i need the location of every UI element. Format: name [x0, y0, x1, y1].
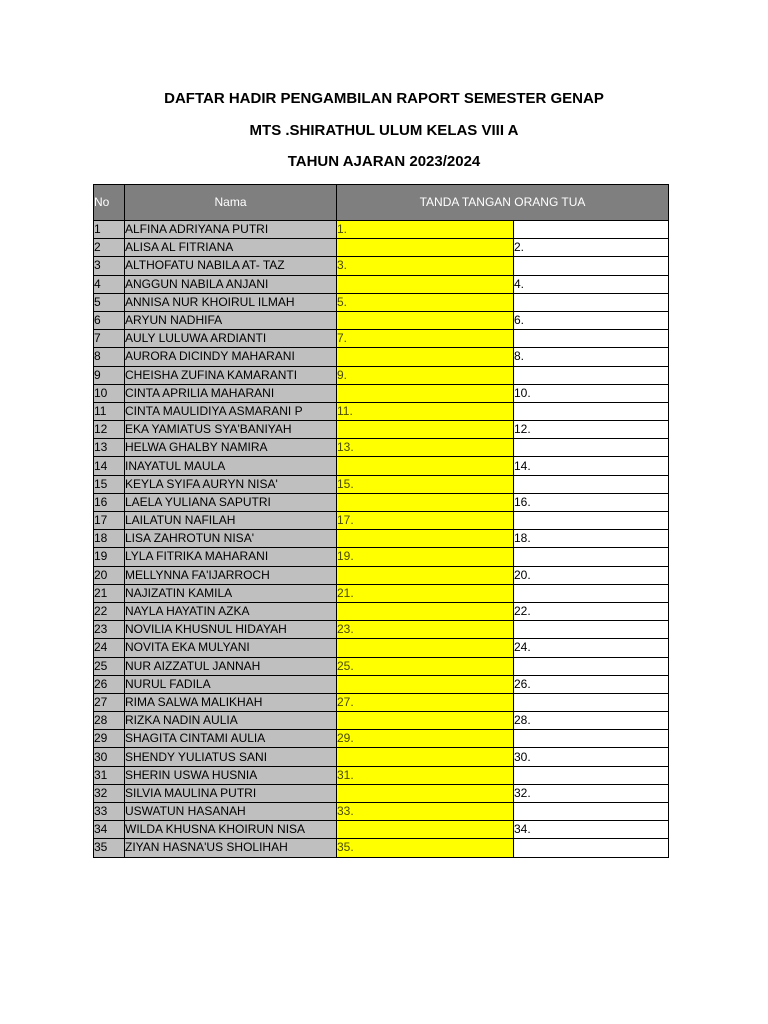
signature-empty-cell — [514, 766, 669, 784]
table-row — [94, 530, 669, 548]
signature-cell: 13. — [337, 439, 514, 457]
signature-empty-cell — [514, 402, 669, 420]
table-row — [94, 712, 669, 730]
table-header-row — [94, 185, 669, 221]
signature-cell: 14. — [514, 457, 669, 475]
row-number: 7 — [94, 330, 125, 348]
table-row — [94, 439, 669, 457]
student-name: NAYLA HAYATIN AZKA — [125, 602, 337, 620]
student-name: NUR AIZZATUL JANNAH — [125, 657, 337, 675]
signature-empty-cell — [514, 366, 669, 384]
table-row — [94, 475, 669, 493]
row-number: 8 — [94, 348, 125, 366]
signature-empty-cell — [337, 784, 514, 802]
student-name: AURORA DICINDY MAHARANI — [125, 348, 337, 366]
academic-year-title: TAHUN AJARAN 2023/2024 — [287, 153, 481, 170]
table-row — [94, 584, 669, 602]
student-name: NURUL FADILA — [125, 675, 337, 693]
signature-cell: 6. — [514, 311, 669, 329]
table-row — [94, 766, 669, 784]
signature-empty-cell — [337, 457, 514, 475]
signature-cell: 24. — [514, 639, 669, 657]
signature-cell: 18. — [514, 530, 669, 548]
student-name: USWATUN HASANAH — [125, 803, 337, 821]
table-row — [94, 348, 669, 366]
table-row — [94, 730, 669, 748]
row-number: 32 — [94, 784, 125, 802]
row-number: 3 — [94, 257, 125, 275]
table-row — [94, 548, 669, 566]
signature-cell: 35. — [337, 839, 514, 857]
student-name: INAYATUL MAULA — [125, 457, 337, 475]
student-name: RIMA SALWA MALIKHAH — [125, 693, 337, 711]
signature-cell: 1. — [337, 221, 514, 239]
table-row — [94, 257, 669, 275]
signature-cell: 28. — [514, 712, 669, 730]
table-row — [94, 330, 669, 348]
signature-cell: 31. — [337, 766, 514, 784]
student-name: NOVITA EKA MULYANI — [125, 639, 337, 657]
signature-cell: 30. — [514, 748, 669, 766]
table-row — [94, 566, 669, 584]
table-row — [94, 512, 669, 530]
row-number: 31 — [94, 766, 125, 784]
signature-cell: 11. — [337, 402, 514, 420]
student-name: LISA ZAHROTUN NISA' — [125, 530, 337, 548]
student-name: NAJIZATIN KAMILA — [125, 584, 337, 602]
signature-empty-cell — [337, 348, 514, 366]
signature-empty-cell — [337, 275, 514, 293]
row-number: 15 — [94, 475, 125, 493]
signature-empty-cell — [514, 330, 669, 348]
signature-empty-cell — [514, 512, 669, 530]
table-row — [94, 839, 669, 857]
student-name: ALFINA ADRIYANA PUTRI — [125, 221, 337, 239]
student-name: WILDA KHUSNA KHOIRUN NISA — [125, 821, 337, 839]
row-number: 12 — [94, 421, 125, 439]
signature-cell: 33. — [337, 803, 514, 821]
row-number: 26 — [94, 675, 125, 693]
signature-empty-cell — [337, 566, 514, 584]
table-body — [94, 221, 669, 858]
document-title: DAFTAR HADIR PENGAMBILAN RAPORT SEMESTER GENAP — [164, 90, 604, 107]
student-name: CINTA MAULIDIYA ASMARANI P — [125, 402, 337, 420]
signature-cell: 5. — [337, 293, 514, 311]
signature-cell: 15. — [337, 475, 514, 493]
row-number: 14 — [94, 457, 125, 475]
student-name: ZIYAN HASNA'US SHOLIHAH — [125, 839, 337, 857]
row-number: 27 — [94, 693, 125, 711]
signature-empty-cell — [514, 439, 669, 457]
row-number: 2 — [94, 239, 125, 257]
table-row — [94, 748, 669, 766]
row-number: 1 — [94, 221, 125, 239]
signature-empty-cell — [514, 693, 669, 711]
student-name: KEYLA SYIFA AURYN NISA' — [125, 475, 337, 493]
table-row — [94, 221, 669, 239]
table-row — [94, 493, 669, 511]
student-name: LAELA YULIANA SAPUTRI — [125, 493, 337, 511]
signature-cell: 21. — [337, 584, 514, 602]
signature-cell: 29. — [337, 730, 514, 748]
signature-empty-cell — [337, 239, 514, 257]
column-header-no: No — [94, 185, 125, 221]
signature-empty-cell — [337, 821, 514, 839]
signature-cell: 20. — [514, 566, 669, 584]
signature-cell: 32. — [514, 784, 669, 802]
student-name: CHEISHA ZUFINA KAMARANTI — [125, 366, 337, 384]
row-number: 11 — [94, 402, 125, 420]
table-row — [94, 675, 669, 693]
column-header-signature: TANDA TANGAN ORANG TUA — [337, 185, 669, 221]
signature-empty-cell — [337, 493, 514, 511]
row-number: 4 — [94, 275, 125, 293]
signature-empty-cell — [337, 748, 514, 766]
table-row — [94, 421, 669, 439]
student-name: ALISA AL FITRIANA — [125, 239, 337, 257]
signature-empty-cell — [337, 384, 514, 402]
table-row — [94, 384, 669, 402]
row-number: 29 — [94, 730, 125, 748]
table-row — [94, 693, 669, 711]
student-name: ANNISA NUR KHOIRUL ILMAH — [125, 293, 337, 311]
table-row — [94, 803, 669, 821]
signature-cell: 27. — [337, 693, 514, 711]
row-number: 33 — [94, 803, 125, 821]
table-row — [94, 275, 669, 293]
row-number: 35 — [94, 839, 125, 857]
row-number: 5 — [94, 293, 125, 311]
signature-cell: 23. — [337, 621, 514, 639]
student-name: SHENDY YULIATUS SANI — [125, 748, 337, 766]
row-number: 23 — [94, 621, 125, 639]
row-number: 18 — [94, 530, 125, 548]
student-name: CINTA APRILIA MAHARANI — [125, 384, 337, 402]
attendance-table — [93, 184, 669, 858]
table-row — [94, 457, 669, 475]
signature-cell: 10. — [514, 384, 669, 402]
student-name: SHERIN USWA HUSNIA — [125, 766, 337, 784]
school-class-title: MTS .SHIRATHUL ULUM KELAS VIII A — [249, 122, 519, 139]
signature-empty-cell — [514, 657, 669, 675]
row-number: 28 — [94, 712, 125, 730]
signature-empty-cell — [514, 621, 669, 639]
signature-cell: 4. — [514, 275, 669, 293]
student-name: LAILATUN NAFILAH — [125, 512, 337, 530]
student-name: LYLA FITRIKA MAHARANI — [125, 548, 337, 566]
signature-empty-cell — [514, 293, 669, 311]
signature-cell: 7. — [337, 330, 514, 348]
signature-cell: 34. — [514, 821, 669, 839]
signature-empty-cell — [514, 730, 669, 748]
signature-empty-cell — [337, 712, 514, 730]
signature-cell: 2. — [514, 239, 669, 257]
row-number: 20 — [94, 566, 125, 584]
signature-empty-cell — [514, 475, 669, 493]
student-name: SILVIA MAULINA PUTRI — [125, 784, 337, 802]
signature-cell: 16. — [514, 493, 669, 511]
table-row — [94, 821, 669, 839]
student-name: AULY LULUWA ARDIANTI — [125, 330, 337, 348]
signature-cell: 26. — [514, 675, 669, 693]
table-row — [94, 239, 669, 257]
signature-cell: 3. — [337, 257, 514, 275]
table-row — [94, 657, 669, 675]
student-name: HELWA GHALBY NAMIRA — [125, 439, 337, 457]
table-row — [94, 293, 669, 311]
signature-cell: 12. — [514, 421, 669, 439]
student-name: ANGGUN NABILA ANJANI — [125, 275, 337, 293]
column-header-name: Nama — [125, 185, 337, 221]
row-number: 9 — [94, 366, 125, 384]
table-row — [94, 621, 669, 639]
student-name: ALTHOFATU NABILA AT- TAZ — [125, 257, 337, 275]
row-number: 34 — [94, 821, 125, 839]
table-row — [94, 784, 669, 802]
student-name: MELLYNNA FA'IJARROCH — [125, 566, 337, 584]
row-number: 24 — [94, 639, 125, 657]
signature-cell: 22. — [514, 602, 669, 620]
student-name: NOVILIA KHUSNUL HIDAYAH — [125, 621, 337, 639]
row-number: 16 — [94, 493, 125, 511]
signature-empty-cell — [514, 803, 669, 821]
row-number: 19 — [94, 548, 125, 566]
signature-cell: 9. — [337, 366, 514, 384]
table-row — [94, 311, 669, 329]
table-row — [94, 602, 669, 620]
table-row — [94, 639, 669, 657]
row-number: 17 — [94, 512, 125, 530]
signature-empty-cell — [337, 530, 514, 548]
row-number: 22 — [94, 602, 125, 620]
signature-empty-cell — [337, 675, 514, 693]
student-name: ARYUN NADHIFA — [125, 311, 337, 329]
signature-empty-cell — [514, 548, 669, 566]
signature-empty-cell — [514, 584, 669, 602]
row-number: 21 — [94, 584, 125, 602]
signature-cell: 8. — [514, 348, 669, 366]
signature-cell: 17. — [337, 512, 514, 530]
row-number: 13 — [94, 439, 125, 457]
row-number: 6 — [94, 311, 125, 329]
signature-empty-cell — [337, 639, 514, 657]
row-number: 10 — [94, 384, 125, 402]
row-number: 30 — [94, 748, 125, 766]
table-row — [94, 366, 669, 384]
student-name: EKA YAMIATUS SYA'BANIYAH — [125, 421, 337, 439]
signature-cell: 25. — [337, 657, 514, 675]
signature-empty-cell — [337, 421, 514, 439]
signature-empty-cell — [514, 839, 669, 857]
student-name: SHAGITA CINTAMI AULIA — [125, 730, 337, 748]
signature-cell: 19. — [337, 548, 514, 566]
student-name: RIZKA NADIN AULIA — [125, 712, 337, 730]
signature-empty-cell — [337, 602, 514, 620]
table-row — [94, 402, 669, 420]
signature-empty-cell — [337, 311, 514, 329]
signature-empty-cell — [514, 257, 669, 275]
row-number: 25 — [94, 657, 125, 675]
signature-empty-cell — [514, 221, 669, 239]
